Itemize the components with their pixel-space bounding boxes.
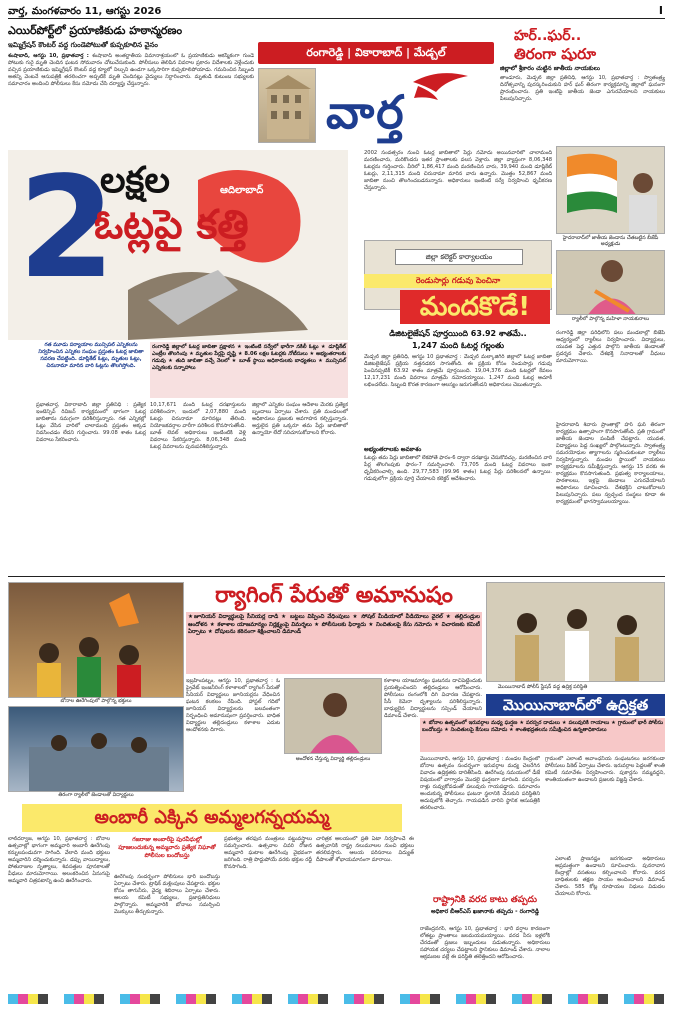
ambari-body2: ఊరేగింపు సందర్భంగా పోలీసులు భారీ బందోబస్తు ఏర్పాటు చేశారు. ట్రాఫిక్ మళ్లింపులు చేపట్టారు. భక్తుల కోసం తాగునీరు, వైద్య శిబిరాలు ఏర్పాటు చేశారు. ఆలయ కమిటీ సభ్యులు, ప్రజాప్రతినిధులు పాల్గొన్నారు. అమ్మవారికి బోనాలు సమర్పించి మొక్కులు తీర్చుకున్నారు. — [114, 874, 220, 915]
story-subhead: ఇమ్మిగ్రేషన్ కౌంటర్ వద్ద గుండెపోటుతో కుప్పకూలిన వైనం — [8, 41, 158, 49]
section-divider — [8, 576, 665, 577]
har-ghar-headline: హర్..ఘర్.. — [514, 28, 582, 44]
right-top-story — [500, 28, 665, 144]
right-subhead: జిల్లాలో శ్రీకారం చుట్టిన జాతీయ నాయకులు — [500, 65, 600, 72]
mandakode-band: రెండుసార్లు గడువు పెంచినా — [364, 274, 552, 288]
building-icon — [259, 69, 316, 143]
lead-headline-2: ఓట్లపై కత్తి — [94, 202, 249, 248]
color-registration-strip — [8, 994, 665, 1004]
story-headline: ఎయిర్‌పోర్ట్‌లో ప్రయాణికుడు హఠాన్మరణం — [8, 24, 183, 37]
ambari-body: లాల్‌దర్వాజ, ఆగస్టు 10, ప్రభాతవార్త : బోనాల ఉత్సవాల్లో భాగంగా అమ్మవారి అంబారీ ఊరేగింపు కన్నులపండువగా సాగింది. వేలాది మంది భక్తులు అమ్మవారిని దర్శించుకున్నారు. డప్పు వాయిద్యాలు, పోతురాజుల నృత్యాలు, శివసత్తుల పూనకాలతో వీధులు మారుమోగాయి. అలంకరించిన ఏనుగుపై అమ్మవారి చిత్రపటాన్ని ఉంచి ఊరేగించారు. — [8, 836, 110, 884]
moinabad-bullets: ★ బోనాల ఉత్సవంలో ఇరువర్గాల మధ్య ఘర్షణ ★ పరస్పర దాడులు ★ పలువురికి గాయాలు ★ గ్రామంలో భారీ పోలీసు బందోబస్తు ★ నిందితులపై కేసులు నమోదు ★ శాంతిభద్రతలను సమీక్షించిన ఉన్నతాధికారులు — [420, 718, 665, 752]
lead-art — [8, 147, 348, 340]
rally-icon — [9, 707, 184, 792]
edition-band: రంగారెడ్డి | వికారాబాద్ | మేడ్చల్ — [258, 42, 494, 64]
mandakode-body2: ఓటర్లు తమ పేర్లు జాబితాలో లేకపోతే ఫారం-6 ద్వారా దరఖాస్తు చేసుకోవచ్చు. మరణించిన వారి పేర్ల తొలగింపుకు ఫారం-7 సమర్పించాలి. 73,705 మంది ఓటర్ల వివరాలు ఇంకా ధృవీకరించాల్సి ఉంది. 29,77,583 (99.96 శాతం) ఓటర్ల పేర్లు పరిశీలనలో ఉన్నాయి. గడువులోగా ప్రక్రియ పూర్తి చేయాలని కలెక్టర్ ఆదేశించారు. — [364, 455, 552, 482]
flag-icon — [557, 147, 665, 234]
ambari-headline: అంబారీ ఎక్కిన అమ్మలగన్నయమ్మ — [22, 804, 402, 832]
moinabad-body: మొయినాబాద్, ఆగస్టు 10, ప్రభాతవార్త : మండల కేంద్రంలో బోనాల ఉత్సవం సందర్భంగా ఇరువర్గాల మధ్య చెలరేగిన వివాదం ఉద్రిక్తతకు దారితీసింది. ఊరేగింపు సమయంలో డీజే విషయంలో వాగ్వాదం మొదలై ఘర్షణగా మారింది. పరస్పరం రాళ్లు రువ్వుకోవడంతో పలువురు గాయపడ్డారు. సమాచారం అందుకున్న పోలీసులు ఘటనా స్థలానికి చేరుకుని పరిస్థితిని అదుపులోకి తెచ్చారు. గాయపడిన వారిని స్థానిక ఆసుపత్రికి తరలించారు. — [420, 756, 540, 811]
mandakode-sub2: అభ్యంతరాలకు అవకాశం — [364, 446, 422, 453]
story-body: శంషాబాద్ అంతర్జాతీయ విమానాశ్రయంలో ఓ ప్రయాణికుడు ఆకస్మికంగా గుండె పోటుకు గురై మృతి చెందిన ఘటన సోమవారం చోటుచేసుకుంది. పోలీసులు తెలిపిన వివరాల ప్రకారం విదేశాలకు వెళ్లేందుకు వచ్చిన ప్రయాణికుడు ఇమ్మిగ్రేషన్ కౌంటర్ వద్ద క్యూలో నిల్చుని ఉండగా ఒక్కసారిగా కుప్పకూలిపోయాడు. గమనించిన సిబ్బంది అతన్ని వెంటనే ఆసుపత్రికి తరలించగా అప్పటికే మృతి చెందినట్లు వైద్యులు నిర్ధారించారు. మృతుడి కుటుంబ సభ్యులకు సమాచారం అందించి పోలీసులు కేసు నమోదు చేసి దర్యాప్తు చేస్తున్నారు. — [8, 53, 254, 87]
mandakode-subhead: డిజిటలైజేషన్ పూర్తయింది 63.92 శాతమే.. — [389, 329, 527, 338]
moinabad-body2: గ్రామంలో ఎలాంటి అవాంఛనీయ సంఘటనలు జరగకుండా పోలీసులు పికెట్ ఏర్పాటు చేశారు. ఇరువర్గాల పెద్దలతో శాంతి కమిటీ సమావేశం నిర్వహించారు. పుకార్లను నమ్మవద్దని, శాంతియుతంగా ఉండాలని ప్రజలకు విజ్ఞప్తి చేశారు. — [545, 756, 665, 783]
top-bar — [8, 4, 665, 19]
building-photo — [258, 68, 316, 143]
logo-text: వార్త — [326, 85, 406, 139]
right-col-body: హైదరాబాద్ శివారు ప్రాంతాల్లో హర్ ఘర్ తిరంగా కార్యక్రమం ఉత్సాహంగా కొనసాగుతోంది. ప్రతి గ్రామంలో జాతీయ జెండాల పంపిణీ చేపట్టారు. యువత, విద్యార్థులు పెద్ద సంఖ్యలో పాల్గొంటున్నారు. స్వాతంత్ర్య సమరయోధుల త్యాగాలను స్మరించుకుంటూ ర్యాలీలు నిర్వహిస్తున్నారు. మండల స్థాయిలో నాయకులు కార్యక్రమాలను సమీక్షిస్తున్నారు. ఆగస్టు 15 వరకు ఈ కార్యక్రమం కొనసాగుతుంది. ప్రభుత్వ కార్యాలయాలు, పాఠశాలలు, ఇళ్లపై జెండాలు ఎగురవేయాలని అధికారులు సూచించారు. దేశభక్తిని చాటుకోవాలని పిలుపునిచ్చారు. పలు స్వచ్ఛంద సంస్థలు కూడా ఈ కార్యక్రమంలో భాగస్వాములయ్యాయి. — [556, 422, 665, 505]
parents-caption: ఆందోళన చేస్తున్న విద్యార్థి తల్లిదండ్రులు — [295, 756, 371, 762]
lead-bullets: రంగారెడ్డి జిల్లాలో ఓటర్ల జాబితా ప్రక్షాళన ★ ఇంటింటి సర్వేలో భారీగా నకిలీ ఓట్లు ★ డూప్లికేట్ ఎంట్రీల తొలగింపు ★ మృతుల పేర్లపై దృష్టి ★ 8.06 లక్షల ఓటర్లకు నోటీసులు ★ అభ్యంతరాలకు గడువు ★ తుది జాబితా వచ్చే నెలలో ★ బూత్ స్థాయి అధికారులకు బాధ్యతలు ★ మున్సిపల్ ఎన్నికలకు సన్నాహాలు — [150, 342, 348, 398]
bonalu-caption: బోనాల ఊరేగింపులో పాల్గొన్న భక్తులు — [60, 698, 132, 704]
police-group-icon — [487, 583, 665, 682]
bottom-right-subhead: అధికార బీఆర్ఎస్ ఖజానాకు తప్పదు - రంగారెడ్డి — [430, 909, 540, 915]
top-left-story — [8, 24, 254, 124]
right-col-top-body: రంగారెడ్డి జిల్లా పరిధిలోని పలు మండలాల్లో బీజేపీ ఆధ్వర్యంలో ర్యాలీలు నిర్వహించారు. విద్యార్థులు, యువత పెద్ద ఎత్తున పాల్గొని జాతీయ జెండాలతో ప్రదర్శన చేశారు. దేశభక్తి నినాదాలతో వీధులు మారుమోగాయి. — [556, 330, 665, 364]
woman-leader-caption: ర్యాలీలో పాల్గొన్న మహిళా నాయకురాలు — [571, 316, 650, 322]
mandakode-body: మేడ్చల్ జిల్లా ప్రతినిధి, ఆగస్టు 10 ప్రభాతవార్త : మేడ్చల్ మల్కాజిగిరి జిల్లాలో ఓటర్ల జాబితా డిజిటలైజేషన్ ప్రక్రియ నత్తనడకన సాగుతోంది. ఈ ప్రక్రియ కోసం రెండుసార్లు గడువు పెంచినప్పటికీ 63.92 శాతం మాత్రమే పూర్తయింది. 19,04,376 మంది ఓటర్లలో కేవలం 12,17,231 మంది వివరాలు మాత్రమే నమోదయ్యాయి. 1,247 మంది ఓటర్ల ఆచూకీ లభించలేదు. సిబ్బంది కొరత కారణంగా ఆలస్యం జరుగుతోందని అధికారులు చెబుతున్నారు. — [364, 354, 552, 388]
story-dateline: శంషాబాద్, ఆగస్టు 10, ప్రభాతవార్త : — [8, 53, 89, 59]
bottom-right-col: ఎలాంటి ప్రాణనష్టం జరగకుండా అధికారులు అప్రమత్తంగా ఉండాలని సూచించారు. పునరావాస కేంద్రాల్లో వసతులు కల్పించాలని కోరారు. వరద బాధితులకు తక్షణ సాయం అందించాలని డిమాండ్ చేశారు. 585 కోట్ల రూపాయల నిధులు విడుదల చేయాలని కోరారు. — [555, 856, 665, 897]
lead-body-col1: ప్రభాతవార్త, వికారాబాద్ జిల్లా ప్రతినిధి : ప్రత్యేక ఇంటెన్సివ్ రివిజన్ కార్యక్రమంలో భాగంగా ఓటర్ల జాబితాను సమగ్రంగా పరిశీలిస్తున్నారు. గత ఎన్నికల్లో ఓట్లు వేసిన వారిలో చాలామంది ప్రస్తుతం అక్కడ నివసించడం లేదని గుర్తించారు. 99.08 శాతం ఓటర్ల వివరాలు సేకరించారు. — [36, 402, 146, 443]
ambari-sub: గజరాజు అంబారీపై పురవీధుల్లో పూజలందుకున్న అమ్మవారు ప్రత్యేక నిఘాతో పోలీసుల బందోబస్తు — [118, 837, 216, 859]
woman-leader-photo — [556, 250, 665, 315]
page-number: I — [658, 4, 663, 17]
lead-headline-1: లక్షల — [100, 160, 170, 201]
woman-icon — [285, 679, 382, 754]
ambari-body4: చారిత్రక ఆలయంలో ప్రతి ఏటా నిర్వహించే ఈ ఉత్సవానికి రాష్ట్ర నలుమూలల నుంచి భక్తులు తరలివస్తారు. ఆలయ పరిసరాలు విద్యుత్ దీపాలతో శోభాయమానంగా మారాయి. — [316, 836, 414, 863]
lead-body-col3: జిల్లాలో ఎన్నికల సంఘం ఆదేశాల మేరకు ప్రత్యేక బృందాలు ఏర్పాటు చేశారు. ప్రతి మండలంలో అధికారులు ప్రజలకు అవగాహన కల్పిస్తున్నారు. అర్హులైన ప్రతి ఒక్కరూ తమ పేర్లు జాబితాలో ఉన్నాయో లేదో సరిచూసుకోవాలని కోరారు. — [252, 402, 348, 436]
mandakode-headline: మందకొడే! — [400, 290, 550, 324]
bonalu-photo — [8, 582, 184, 698]
mandakode-subhead-2: 1,247 మంది ఓటర్ల గల్లంతు — [412, 341, 504, 350]
tiranga-rally-caption: తిరంగా ర్యాలీలో జెండాలతో విద్యార్థులు — [58, 792, 134, 798]
ragging-headline: ర్యాగింగ్ పేరుతో అమానుషం — [215, 583, 453, 608]
bottom-right-body: రాజేంద్రనగర్, ఆగస్టు 10, ప్రభాతవార్త : భారీ వర్షాల కారణంగా లోతట్టు ప్రాంతాలు జలమయమయ్యాయి. వరద నీరు ఇళ్లలోకి చేరడంతో ప్రజలు ఇబ్బందులు పడుతున్నారు. అధికారులు సహాయక చర్యలు చేపట్టాలని స్థానికులు డిమాండ్ చేశారు. నాలాల ఆక్రమణల వల్లే ఈ పరిస్థితి తలెత్తిందని ఆరోపించారు. — [420, 926, 550, 960]
ambari-body3: ప్రభుత్వం తరఫున మంత్రులు పట్టువస్త్రాలు సమర్పించారు. ఉత్సవాల చివరి రోజున అమ్మవారి ఘటాల ఊరేగింపు వైభవంగా జరిగింది. రాత్రి పొద్దుపోయే వరకు భక్తుల రద్దీ కొనసాగింది. — [224, 836, 312, 870]
moinabad-caption: మొయినాబాద్ పోలీస్ స్టేషన్ వద్ద ఉద్రిక్త పరిస్థితి — [497, 684, 588, 690]
big-numeral: 2 — [18, 147, 116, 310]
person-icon — [557, 251, 665, 315]
collectorate-sign: జిల్లా కలెక్టర్ కార్యాలయం — [395, 249, 523, 265]
crowd-icon — [9, 583, 184, 698]
ragging-bullets: ★జూనియర్ విద్యార్థులపై సీనియర్ల దాడి ★ బట్టలు విప్పించి వేధింపులు ★ సోషల్ మీడియాలో వీడియోలు వైరల్ ★ తల్లిదండ్రుల ఆందోళన ★ కళాశాల యాజమాన్యం నిర్లక్ష్యంపై విమర్శలు ★ పోలీసులకు ఫిర్యాదు ★ నిందితులపై కేసు నమోదు ★ విచారణకు కమిటీ ఏర్పాటు ★ దోషులను కఠినంగా శిక్షించాలని డిమాండ్ — [186, 612, 482, 674]
flag-photo — [556, 146, 665, 234]
ragging-body2: కళాశాల యాజమాన్యం ఘటనను దాచిపెట్టేందుకు ప్రయత్నించిందని తల్లిదండ్రులు ఆరోపించారు. పోలీసులు రంగంలోకి దిగి విచారణ చేపట్టారు. సీసీ కెమెరా దృశ్యాలను పరిశీలిస్తున్నారు. బాధ్యులైన విద్యార్థులను సస్పెండ్ చేయాలని డిమాండ్ చేశారు. — [384, 678, 482, 719]
bottom-right-headline: రాష్ట్రానికి వరద కాటు తప్పదు — [433, 895, 537, 905]
lead-body-main: 2002 సంవత్సరం నుంచి ఓటర్ల జాబితాలో పేర్లు నమోదు అయినవారిలో చాలామంది మరణించారు, మరికొందరు ఇతర ప్రాంతాలకు వలస వెళ్లారు. జిల్లా వ్యాప్తంగా 8,06,348 ఓటర్లను గుర్తించారు. వీరిలో 1,86,417 మంది మరణించిన వారు, 39,940 మంది డూప్లికేట్ ఓటర్లు, 2,11,315 మంది చిరునామా మారిన వారు ఉన్నారు. మొత్తం 52,867 మంది జాబితా నుంచి తొలగించబడనున్నారు. అధికారులు ఇంటింటి సర్వే నిర్వహించి ధృవీకరణ చేస్తున్నారు. — [364, 150, 552, 191]
right-body: తాండూరు, మెడ్చల్ జిల్లా ప్రతినిధి, ఆగస్టు 10, ప్రభాతవార్త : స్వాతంత్ర్య దినోత్సవాన్ని పురస్కరించుకుని హర్ ఘర్ తిరంగా కార్యక్రమాన్ని జిల్లాలో ఘనంగా ప్రారంభించారు. ప్రతి ఇంటిపై జాతీయ జెండా ఎగురవేయాలని నాయకులు పిలుపునిచ్చారు. — [500, 75, 665, 102]
date-line: వార్త, మంగళవారం 11, ఆగస్టు 2026 — [8, 6, 162, 17]
tiranga-headline: తిరంగా షురూ — [514, 45, 597, 63]
moinabad-photo — [486, 582, 665, 682]
map-label: ఆదిలాబాద్ — [220, 185, 264, 196]
story-body-wrap — [8, 53, 254, 119]
moinabad-headline: మొయినాబాద్‌లో ఉద్రిక్తత — [486, 694, 665, 716]
parents-photo — [284, 678, 382, 754]
ragging-body: ఇబ్రహీంపట్నం, ఆగస్టు 10, ప్రభాతవార్త : ఓ ప్రైవేట్ ఇంజనీరింగ్ కళాశాలలో ర్యాగింగ్ పేరుతో సీనియర్ విద్యార్థులు జూనియర్లను వేధించిన ఘటన కలకలం రేపింది. హాస్టల్ గదిలో జూనియర్ విద్యార్థులను బలవంతంగా నిర్బంధించి అమానుషంగా ప్రవర్తించారు. బాధిత విద్యార్థుల తల్లిదండ్రులు కళాశాల ఎదుట ఆందోళనకు దిగారు. — [186, 678, 280, 733]
masthead-logo — [318, 68, 494, 143]
tiranga-rally-photo — [8, 706, 184, 792]
lead-body-col2: 10,17,671 మంది ఓటర్ల దరఖాస్తులను పరిశీలించగా, ఇందులో 2,07,880 మంది ఓటర్లు చిరునామా మారినట్లు తేలింది. నియోజకవర్గాల వారీగా పరిశీలన కొనసాగుతోంది. బూత్ లెవల్ అధికారులు ఇంటింటికి వెళ్లి వివరాలు సేకరిస్తున్నారు. 8,06,348 మంది ఓటర్ల వివరాలను పునఃపరిశీలిస్తున్నారు. — [150, 402, 246, 450]
lead-side-body: గత మూడు పర్యాయాల మున్సిపల్ ఎన్నికలను నిర్వహించిన ఎన్నికల సంఘం ప్రస్తుతం ఓటర్ల జాబితా సవరణ చేపట్టింది. డూప్లికేట్ ఓట్లు, మృతుల ఓట్లు, చిరునామా మారిన వారి ఓట్లను తొలగిస్తోంది. — [38, 342, 144, 369]
flag-photo-caption: హైదరాబాద్‌లో జాతీయ జెండాను చేతబట్టిన బీజేపీ అధ్యక్షుడు — [562, 235, 659, 247]
